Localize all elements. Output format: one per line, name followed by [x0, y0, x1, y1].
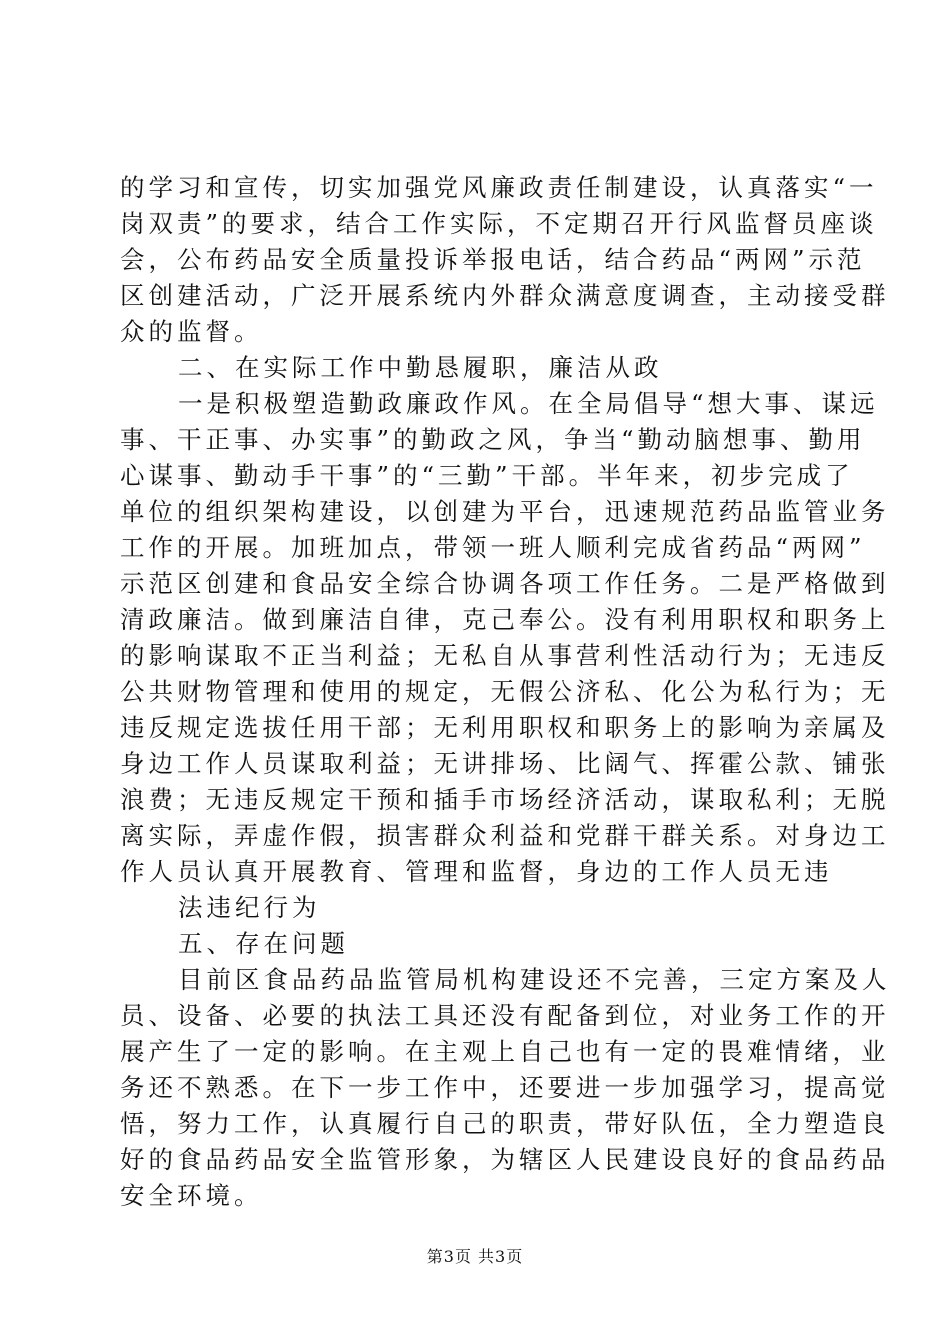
- text-line: 一是积极塑造勤政廉政作风。在全局倡导“想大事、谋远: [178, 389, 879, 418]
- text-line: 离实际，弄虚作假，损害群众利益和党群干群关系。对身边工: [120, 821, 890, 850]
- text-line: 目前区食品药品监管局机构建设还不完善，三定方案及人: [178, 965, 891, 994]
- text-line: 公共财物管理和使用的规定，无假公济私、化公为私行为；无: [120, 677, 890, 706]
- text-line: 的学习和宣传，切实加强党风廉政责任制建设，认真落实“一: [120, 173, 878, 202]
- text-line: 浪费；无违反规定干预和插手市场经济活动，谋取私利；无脱: [120, 785, 890, 814]
- text-line: 工作的开展。加班加点，带领一班人顺利完成省药品“两网”: [120, 533, 866, 562]
- text-line: 示范区创建和食品安全综合协调各项工作任务。二是严格做到: [120, 569, 890, 598]
- text-line: 众的监督。: [120, 317, 263, 346]
- text-line: 岗双责”的要求，结合工作实际，不定期召开行风监督员座谈: [120, 209, 878, 238]
- text-line: 事、干正事、办实事”的勤政之风，争当“勤动脑想事、勤用: [120, 425, 866, 454]
- text-line: 安全环境。: [120, 1181, 263, 1210]
- text-line: 的影响谋取不正当利益；无私自从事营利性活动行为；无违反: [120, 641, 890, 670]
- text-line: 违反规定选拔任用干部；无利用职权和职务上的影响为亲属及: [120, 713, 890, 742]
- text-line: 会，公布药品安全质量投诉举报电话，结合药品“两网”示范: [120, 245, 866, 274]
- section-heading: 二、在实际工作中勤恳履职，廉洁从政: [178, 353, 663, 382]
- text-line: 单位的组织架构建设，以创建为平台，迅速规范药品监管业务: [120, 497, 890, 526]
- document-body: [120, 170, 891, 1214]
- text-line: 展产生了一定的影响。在主观上自己也有一定的畏难情绪，业: [120, 1037, 890, 1066]
- text-line: 区创建活动，广泛开展系统内外群众满意度调查，主动接受群: [120, 281, 890, 310]
- section-heading: 五、存在问题: [178, 929, 349, 958]
- text-line: 法违纪行为: [178, 893, 321, 922]
- text-line: 清政廉洁。做到廉洁自律，克己奉公。没有利用职权和职务上: [120, 605, 890, 634]
- text-line: 好的食品药品安全监管形象，为辖区人民建设良好的食品药品: [120, 1145, 890, 1174]
- text-line: 务还不熟悉。在下一步工作中，还要进一步加强学习，提高觉: [120, 1073, 890, 1102]
- text-line: 心谋事、勤动手干事”的“三勤”干部。半年来，初步完成了: [120, 461, 854, 490]
- text-line: 作人员认真开展教育、管理和监督，身边的工作人员无违: [120, 857, 833, 886]
- text-line: 悟，努力工作，认真履行自己的职责，带好队伍，全力塑造良: [120, 1109, 890, 1138]
- text-line: 员、设备、必要的执法工具还没有配备到位，对业务工作的开: [120, 1001, 890, 1030]
- text-line: 身边工作人员谋取利益；无讲排场、比阔气、挥霍公款、铺张: [120, 749, 890, 778]
- page-number-footer: 第3页 共3页: [426, 1247, 524, 1266]
